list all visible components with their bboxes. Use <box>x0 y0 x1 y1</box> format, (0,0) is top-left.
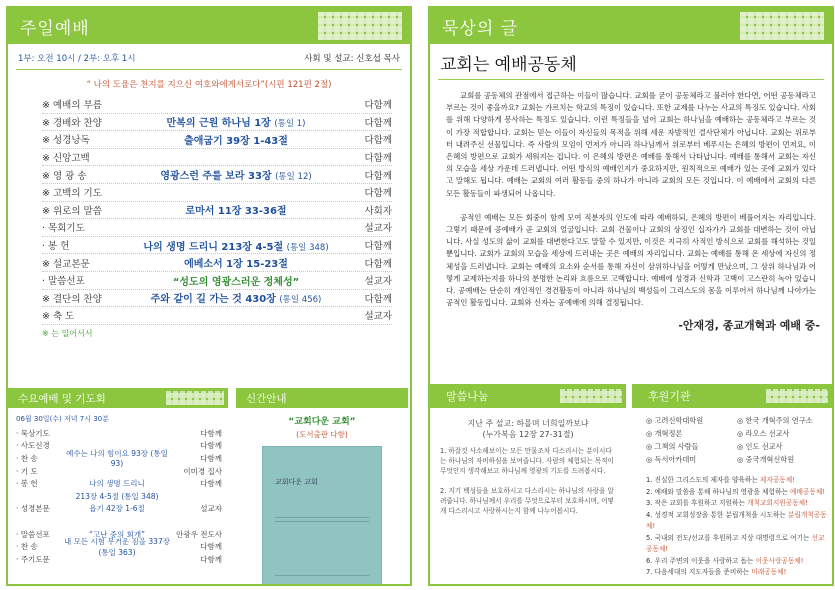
wednesday-label: · 성경본문 <box>16 504 50 514</box>
order-label: ※ 축 도 <box>42 311 75 323</box>
wednesday-content: 욥기 42장 1-6절 <box>89 504 145 514</box>
worship-order <box>42 96 392 325</box>
sponsor-item: ◎ 개혁정론 <box>646 429 683 438</box>
order-content: 에베소서 1장 15-23절 <box>184 259 288 271</box>
sermon-sharing <box>430 384 626 526</box>
order-row <box>42 272 392 290</box>
wednesday-row <box>8 515 228 528</box>
theme-verse: “ 나의 도움은 천지를 지으신 여호와에게서로다”(시편 121편 2절) <box>86 80 332 90</box>
order-label: · 말씀선포 <box>42 276 85 288</box>
wednesday-content: 213장 4-5절 (통일 348) <box>75 491 159 501</box>
order-leader: 다함께 <box>364 117 392 129</box>
wednesday-leader: 다함께 <box>200 428 222 438</box>
order-row <box>42 219 392 237</box>
wednesday-leader: 다함께 <box>200 453 222 463</box>
order-label: ※ 결단의 찬양 <box>42 293 102 305</box>
order-row <box>42 307 392 325</box>
wednesday-content: “고난 중의 회개” <box>88 529 145 539</box>
essay-paragraph: 공적인 예배는 모든 회중이 함께 모여 직분자의 인도에 따라 예배하되, 은혜의 방편이 베풀어지는 자리입니다. 그렇기 때문에 공예배가 곧 교회의 얼굴입니다. 교회 건물이나 교회의 상징인 십자가가 교회를 대변하는 것이 아닙니다. 사실 성도의 삶이 교회를 대변한다고도 말할 수 있지만, 이것은 지극히 사적인 방식으로 교회를 해석하는 것일 뿐입니다. 교회가 교회의 모습을 세상에 드러내는 곳은 예배의 자리입니다. 교회는 예배를 통해 온 세상에 자신의 정체성을 드러냅니다. 교회는 예배의 요소와 순서를 통해 자신이 삼위하나님을 어떻게 만났으며, 그 삼위 하나님과 어떻게 교제하는지를 하나의 분명한 논리와 흐름으로 고백합니다. 예배에 성경과 신학과 고백이 고스란히 녹아 있습니다. 공예배는 단순히 개인적인 경건활동이 아니라 하나님의 백성들이 그리스도의 몸을 이루어서 하나님께 나아가는 공적인 활동입니다. 교회와 신자는 공예배에 의해 결정됩니다. <box>446 212 816 308</box>
wednesday-label: · 사도신경 <box>16 441 50 451</box>
essay-source: -안재경, 종교개혁과 예배 중- <box>678 319 820 333</box>
order-row <box>42 149 392 167</box>
book-cover-text: 교회다운 교회 <box>275 478 318 486</box>
sponsor-item: ◎ 독서아카데미 <box>646 455 697 464</box>
question-item: 2. 지기 백성들을 보호하시고 다스리시는 하나님의 사랑을 알려줍니다. 하나님께서 우리를 무엇으로부터 보호하시며, 어떻게 다스리시고 사랑하시는지 함께 나누어봅시다. <box>440 487 614 515</box>
left-page <box>6 6 412 586</box>
sponsor-item: ◎ 라오스 선교사 <box>737 429 790 438</box>
right-page <box>428 6 834 586</box>
new-book <box>236 388 408 586</box>
sponsor-item: ◎ 중국개혁신학원 <box>737 455 795 464</box>
sponsors-header <box>632 384 832 408</box>
order-leader: 다함께 <box>364 293 392 305</box>
order-content: 출애굽기 39장 1-43절 <box>184 135 288 147</box>
sponsor-item: ◎ 그책의 사람들 <box>646 442 699 451</box>
header-grid-pattern <box>560 389 622 403</box>
wednesday-label: · 봉 헌 <box>16 479 38 489</box>
order-content: 로마서 11장 33-36절 <box>185 206 287 218</box>
order-leader: 설교자 <box>364 276 392 288</box>
order-row <box>42 131 392 149</box>
meditation-title: 묵상의 글 <box>442 18 519 39</box>
wednesday-label: · 묵상기도 <box>16 428 50 438</box>
order-row <box>42 114 392 132</box>
wednesday-leader: 다함께 <box>200 479 222 489</box>
wednesday-leader: 설교자 <box>200 504 222 514</box>
book-header <box>236 388 408 408</box>
order-leader: 다함께 <box>364 258 392 270</box>
wednesday-order <box>8 427 228 566</box>
church-vision-list <box>632 465 832 579</box>
cover-line <box>275 517 369 518</box>
order-row <box>42 184 392 202</box>
header-grid-pattern <box>740 12 824 40</box>
service-times: 1부: 오전 10시 / 2부: 오후 1시 <box>18 54 136 64</box>
vision-item: 4. 성경적 교회성장을 통한 분립개척을 시도하는 분립개척공동체! <box>646 510 827 530</box>
order-leader: 다함께 <box>364 188 392 200</box>
wednesday-row <box>8 477 228 490</box>
book-publisher: (도서출판 다함) <box>296 430 348 439</box>
stand-note: ※ 는 일어서서 <box>42 328 93 338</box>
wednesday-content: 나의 생명 드리니 <box>89 479 145 489</box>
cover-line <box>275 521 369 522</box>
wednesday-leader: 안광우 전도사 <box>176 529 222 539</box>
order-leader: 사회자 <box>364 205 392 217</box>
order-leader: 설교자 <box>364 223 392 235</box>
order-leader: 다함께 <box>364 135 392 147</box>
vision-item: 3. 작은 교회를 후원하고 지원하는 개척교회지원공동체! <box>646 499 808 507</box>
order-label: ※ 예배의 부름 <box>42 100 102 112</box>
order-leader: 다함께 <box>364 100 392 112</box>
order-content: 나의 생명 드리니 213장 4-5절 (통일 348) <box>143 241 329 253</box>
order-label: ※ 위로의 말씀 <box>42 205 102 217</box>
wednesday-leader: 다함께 <box>200 441 222 451</box>
sponsor-item: ◎ 인도 선교사 <box>737 442 783 451</box>
service-info <box>8 44 410 64</box>
order-label: ※ 설교본문 <box>42 258 90 270</box>
order-row <box>42 166 392 184</box>
order-row <box>42 290 392 308</box>
vision-item: 2. 예배와 말씀을 통해 하나님의 영광을 체험하는 예배공동체! <box>646 487 825 496</box>
preacher-info: 사회 및 설교: 신호섭 목사 <box>304 54 400 64</box>
order-row <box>42 237 392 255</box>
essay-title: 교회는 예배공동체 <box>440 55 577 75</box>
order-content: “성도의 영광스러운 정체성” <box>172 276 300 288</box>
order-label: ※ 신앙고백 <box>42 153 90 165</box>
wednesday-leader: 다함께 <box>200 542 222 552</box>
order-row <box>42 96 392 114</box>
wednesday-leader: 이미경 집사 <box>183 466 222 476</box>
wednesday-label: · 기 도 <box>16 466 38 476</box>
order-label: ※ 고백의 기도 <box>42 188 102 200</box>
worship-title: 주일예배 <box>20 18 90 39</box>
sharing-title: 말씀나눔 <box>446 390 489 403</box>
vision-item: 5. 국내외 전도/선교를 후원하고 지상 대명령으로 여기는 선교공동체! <box>646 533 825 553</box>
wednesday-label: · 찬 송 <box>16 453 38 463</box>
order-content: 영광스런 주를 보라 33장 (통일 12) <box>160 171 312 183</box>
order-label: ※ 영 광 송 <box>42 170 87 182</box>
order-leader: 다함께 <box>364 241 392 253</box>
order-leader: 설교자 <box>364 311 392 323</box>
order-leader: 다함께 <box>364 153 392 165</box>
vision-item: 7. 다음세대의 지도자들을 준비하는 미래공동체! <box>646 568 787 576</box>
order-label: ※ 성경낭독 <box>42 135 90 147</box>
wednesday-label: · 찬 송 <box>16 542 38 552</box>
sponsors-title: 후원기관 <box>648 390 691 403</box>
order-row <box>42 254 392 272</box>
wednesday-row <box>8 503 228 516</box>
sponsor-item: ◎ 고려신학대학원 <box>646 416 704 425</box>
header-grid-pattern <box>318 12 402 40</box>
order-label: ※ 경배와 찬양 <box>42 117 102 129</box>
book-header-title: 신간안내 <box>246 392 287 405</box>
last-sermon-ref: (누가복음 12장 27-31절) <box>482 430 574 439</box>
cover-line <box>275 575 369 576</box>
worship-header <box>8 8 410 44</box>
wednesday-row <box>8 427 228 440</box>
question-item: 1. 하잘것 사소해보이는 모든 만물조차 다스리시는 분이시다는 하나님의 자비하심을 보여줍니다. 사람의 체험되는 목적이 무엇인지 생각해보고 하나님께 영광의 기도를 드려봅시다. <box>440 447 614 475</box>
header-grid-pattern <box>766 389 828 403</box>
vision-item: 6. 우리 주변의 이웃을 사랑하고 돕는 이웃사랑공동체! <box>646 556 804 565</box>
sponsor-item: ◎ 한국 개혁주의 연구소 <box>737 416 813 425</box>
order-label: · 목회기도 <box>42 223 85 235</box>
order-content: 만복의 근원 하나님 1장 (통일 1) <box>166 118 306 130</box>
book-title: “교회다운 교회” <box>288 417 356 427</box>
book-cover-image <box>262 446 382 586</box>
order-label: · 봉 헌 <box>42 241 70 253</box>
vision-item: 1. 진실한 그리스도의 제자를 양육하는 제자공동체! <box>646 476 795 484</box>
sharing-questions <box>430 440 626 516</box>
wednesday-date: 06월 30일(수) 저녁 7시 30분 <box>16 415 109 423</box>
wednesday-leader: 다함께 <box>200 554 222 564</box>
order-row <box>42 202 392 220</box>
wednesday-label: · 말씀선포 <box>16 529 50 539</box>
wednesday-header <box>8 388 228 408</box>
essay-paragraph: 교회를 공동체의 관점에서 접근하는 이들이 많습니다. 교회를 굳이 공동체라고 불러야 한다면, 어떤 공동체라고 부르는 것이 좋을까요? 교회는 가르치는 학교의 특징이 있습니다. 또한 교제를 나누는 사교의 특징도 있습니다. 사회를 위해 다양하게 봉사하는 특징도 있습니다. 이런 특징들을 넘어 교회는 하나님을 예배하는 공동체라고 부르는 것이 가장 적합합니다. 교회는 믿는 이들이 자신들의 목적을 위해 세운 자발적인 결사단체가 아닙니다. 교회는 위로부터 내려주신 선물입니다. 즉 사람의 모임이 먼저가 아니라 하나님께서 위로부터 베푸시는 은혜의 방편이 먼저요, 이 은혜의 방편으로 교회가 세워지는 겁니다. 이 은혜의 방편은 예배를 통해서 나타납니다. 예배를 통해서 교회는 자신의 모습을 세상 가운데 드러냅니다. 어떤 방식의 예배인지가 중요하지만, 원칙적으로 예배가 있는 곳에 교회가 있다고 말해도 됩니다. 예배는 교회의 여러 활동들 중의 하나가 아니라 교회의 모든 것입니다. 이 예배에서 교회의 다른 모든 활동들이 파생되어 나옵니다. <box>446 91 816 198</box>
wednesday-service <box>8 388 228 566</box>
wednesday-content: 내 모든 시험 무거운 짐을 337장(통일 363) <box>64 536 170 557</box>
wednesday-content: 예수는 나의 힘이요 93장 (통일 93) <box>66 449 168 469</box>
divider <box>16 69 402 70</box>
sponsors <box>632 384 832 579</box>
essay-body <box>430 80 832 309</box>
wednesday-row <box>8 536 228 557</box>
meditation-header <box>430 8 832 44</box>
wednesday-row <box>8 490 228 503</box>
order-content: 주와 같이 길 가는 것 430장 (통일 456) <box>150 294 322 306</box>
sharing-header <box>430 384 626 408</box>
last-sermon-title: 지난 주 설교: 하몰며 너희일까보냐 <box>467 419 589 428</box>
wednesday-row <box>8 449 228 469</box>
header-grid-pattern <box>166 391 224 405</box>
wednesday-title: 수요예배 및 기도회 <box>18 392 106 405</box>
order-leader: 다함께 <box>364 170 392 182</box>
sponsor-grid <box>632 408 832 465</box>
wednesday-label: · 주기도문 <box>16 554 50 564</box>
